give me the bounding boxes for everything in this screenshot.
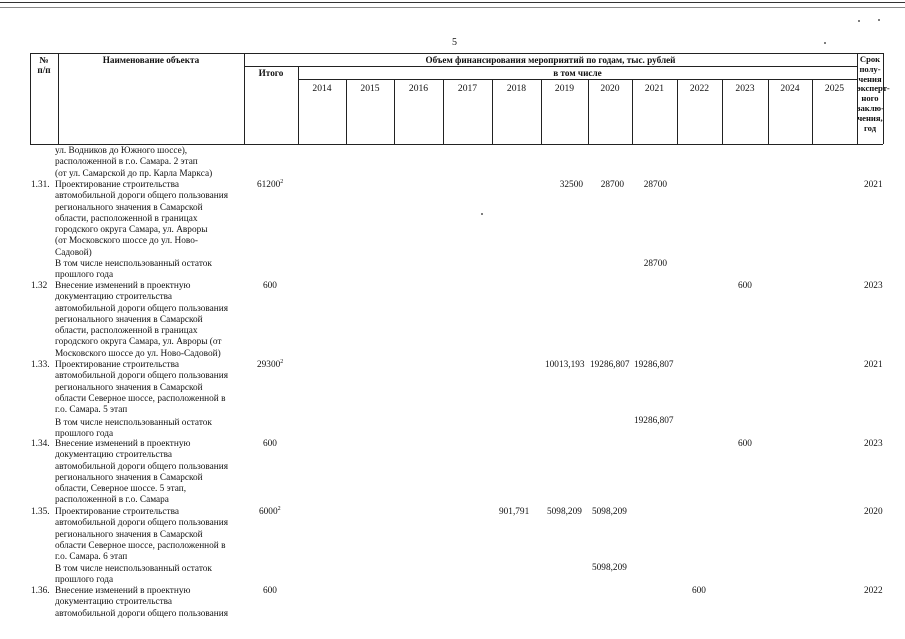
footnote-marker: 2 (280, 358, 284, 365)
header-including-column: в том числе (553, 68, 602, 78)
year-2018-value: 901,791 (499, 507, 530, 517)
page-number: 5 (452, 37, 457, 48)
deadline-year: 2022 (864, 586, 883, 596)
object-name: Внесение изменений в проектную документацию строительства автомобильной дороги общего пользования регионального значения в Самарской области, Северное шоссе. 5 этап, расположенной в г.о. Самара (55, 439, 229, 506)
footnote-marker: 2 (280, 178, 284, 185)
footnote-marker: 2 (277, 505, 281, 512)
year-2020-value: 28700 (600, 180, 624, 190)
year-2022-value: 600 (692, 586, 706, 596)
year-2019-value: 10013,193 (545, 360, 585, 370)
deadline-year: 2021 (864, 180, 883, 190)
year-header: 2025 (824, 83, 845, 94)
year-2023-value: 600 (738, 439, 752, 449)
header-number-column: № п/п (37, 55, 51, 75)
row-number: 1.34. (31, 439, 50, 449)
header-name-column: Наименование объекта (102, 55, 200, 65)
year-2021-value: 19286,807 (634, 360, 674, 370)
row-number: 1.32 (31, 281, 48, 291)
total-value: 61200$^2$ (257, 178, 284, 190)
page-top-rule-secondary (0, 7, 905, 8)
year-header: 2018 (506, 83, 527, 94)
year-header: 2023 (735, 83, 755, 94)
object-name: Проектирование строительства автомобильной дороги общего пользования регионального значения в Самарской области, расположенной в границах городского округа Самара, ул. Авроры (от Московского шоссе до ул. Ново- Садовой) (55, 180, 229, 258)
year-2021-value: 28700 (643, 259, 667, 269)
year-header: 2021 (644, 83, 665, 94)
object-name: ул. Водников до Южного шоссе), расположенной в г.о. Самара. 2 этап (от ул. Самарской до пр. Карла Маркса) (55, 146, 213, 179)
scan-speck (481, 213, 483, 215)
scan-speck (858, 20, 860, 22)
year-header: 2016 (408, 83, 429, 94)
header-funding-column: Объем финансирования мероприятий по годам, тыс. рублей (425, 55, 676, 65)
year-header: 2014 (312, 83, 332, 94)
scan-speck (878, 19, 880, 21)
year-2020-value: 19286,807 (590, 360, 630, 370)
year-header: 2020 (600, 83, 620, 94)
row-number: 1.36. (31, 586, 50, 596)
year-2020-value: 5098,209 (592, 507, 627, 517)
scan-speck (824, 42, 826, 44)
year-2019-value: 5098,209 (547, 507, 582, 517)
object-name: Проектирование строительства автомобильной дороги общего пользования регионального значения в Самарской области Северное шоссе, расположенной в г.о. Самара. 5 этап (55, 360, 229, 416)
page-top-rule (0, 2, 905, 3)
header-deadline-column: Срок полу- чения эксперт- ного заклю- чения, год (857, 54, 890, 133)
row-number: 1.33. (31, 360, 50, 370)
object-name: Внесение изменений в проектную документацию строительства автомобильной дороги общего пользования (55, 586, 229, 619)
year-2023-value: 600 (738, 281, 752, 291)
header-total-column: Итого (258, 68, 284, 78)
year-2020-value: 5098,209 (592, 563, 627, 573)
total-value: 29300$^2$ (257, 358, 284, 370)
year-2019-value: 32500 (559, 180, 583, 190)
year-header: 2017 (457, 83, 478, 94)
year-header: 2019 (554, 83, 575, 94)
total-value: 600 (263, 586, 277, 596)
object-name: Проектирование строительства автомобильной дороги общего пользования регионального значения в Самарской области Северное шоссе, расположенной в г.о. Самара. 6 этап (55, 507, 229, 563)
object-name: В том числе неиспользованный остаток прошлого года (55, 418, 212, 440)
deadline-year: 2020 (864, 507, 883, 517)
row-number: 1.31. (31, 180, 50, 190)
object-name: Внесение изменений в проектную документацию строительства автомобильной дороги общего пользования регионального значения в Самарской области, расположенной в границах городского округа Самара, ул. Авроры (от Московского шоссе до ул. Ново-Садовой) (55, 281, 229, 359)
total-value: 600 (263, 439, 277, 449)
year-2021-value: 19286,807 (634, 416, 674, 426)
object-name: В том числе неиспользованный остаток прошлого года (55, 259, 212, 281)
row-number: 1.35. (31, 507, 50, 517)
total-value: 600 (263, 281, 277, 291)
year-header: 2015 (360, 83, 380, 94)
year-2021-value: 28700 (643, 180, 667, 190)
total-value: 6000$^2$ (259, 505, 281, 517)
deadline-year: 2023 (864, 439, 883, 449)
deadline-year: 2023 (864, 281, 883, 291)
year-header: 2022 (689, 83, 710, 94)
deadline-year: 2021 (864, 360, 883, 370)
year-header: 2024 (780, 83, 800, 94)
object-name: В том числе неиспользованный остаток прошлого года (55, 564, 212, 586)
